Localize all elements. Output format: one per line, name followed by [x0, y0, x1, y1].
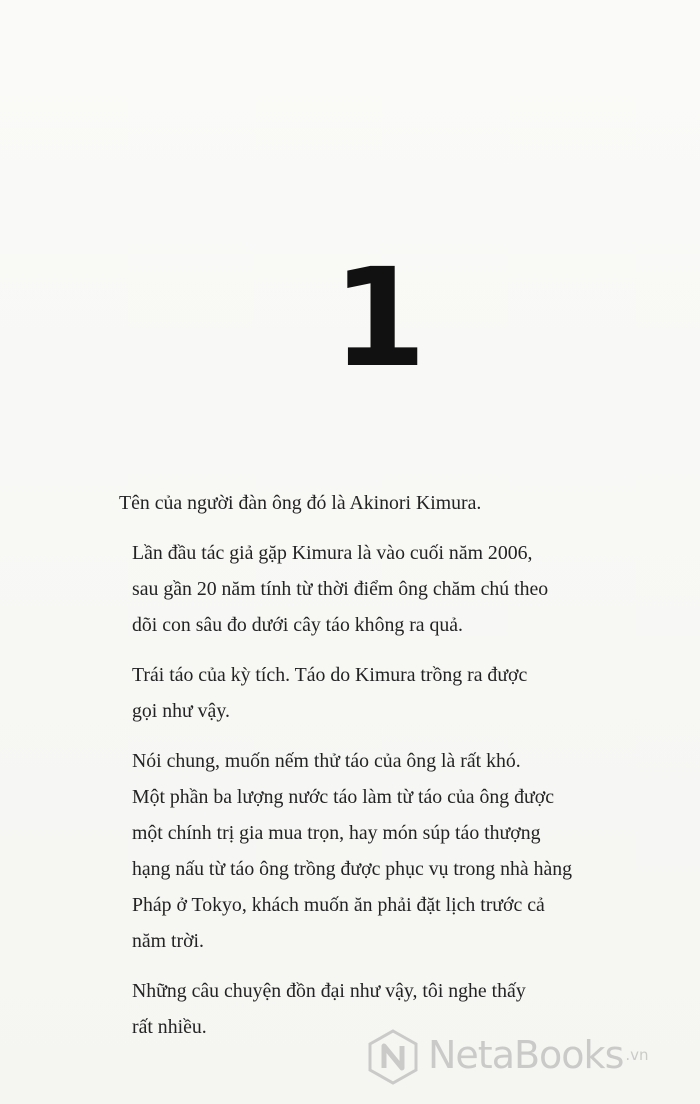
- paragraph-line: hạng nấu từ táo ông trồng được phục vụ trong nhà hàng: [132, 858, 573, 880]
- chapter-text: [119, 485, 639, 1045]
- paragraph-line: rất nhiều.: [132, 1016, 207, 1038]
- netabooks-logo-icon: [364, 1028, 422, 1086]
- paragraph-3: [119, 657, 639, 729]
- paragraph-2: [119, 535, 639, 643]
- chapter-number: 1: [332, 240, 425, 398]
- paragraph-4: [119, 743, 639, 959]
- paragraph-line: Pháp ở Tokyo, khách muốn ăn phải đặt lịch trước cả: [132, 894, 545, 916]
- watermark-brand: NetaBooks: [428, 1033, 624, 1077]
- paragraph-line: Nói chung, muốn nếm thử táo của ông là rất khó.: [132, 750, 521, 772]
- paragraph-line: một chính trị gia mua trọn, hay món súp táo thượng: [132, 822, 541, 844]
- paragraph-line: Tên của người đàn ông đó là Akinori Kimura.: [119, 492, 482, 514]
- paragraph-line: năm trời.: [132, 930, 204, 952]
- paragraph-line: gọi như vậy.: [132, 700, 230, 722]
- paragraph-line: Trái táo của kỳ tích. Táo do Kimura trồng ra được: [132, 664, 528, 686]
- watermark-text: [428, 1033, 649, 1077]
- watermark-suffix: .vn: [625, 1046, 649, 1064]
- paragraph-1: [119, 485, 639, 521]
- watermark: [364, 1028, 684, 1086]
- paragraph-line: Lần đầu tác giả gặp Kimura là vào cuối năm 2006,: [132, 542, 533, 564]
- paragraph-line: dõi con sâu đo dưới cây táo không ra quả.: [132, 614, 464, 636]
- paragraph-line: sau gần 20 năm tính từ thời điểm ông chăm chú theo: [132, 578, 549, 600]
- paragraph-line: Một phần ba lượng nước táo làm từ táo của ông được: [132, 786, 554, 808]
- paragraph-line: Những câu chuyện đồn đại như vậy, tôi nghe thấy: [132, 980, 526, 1002]
